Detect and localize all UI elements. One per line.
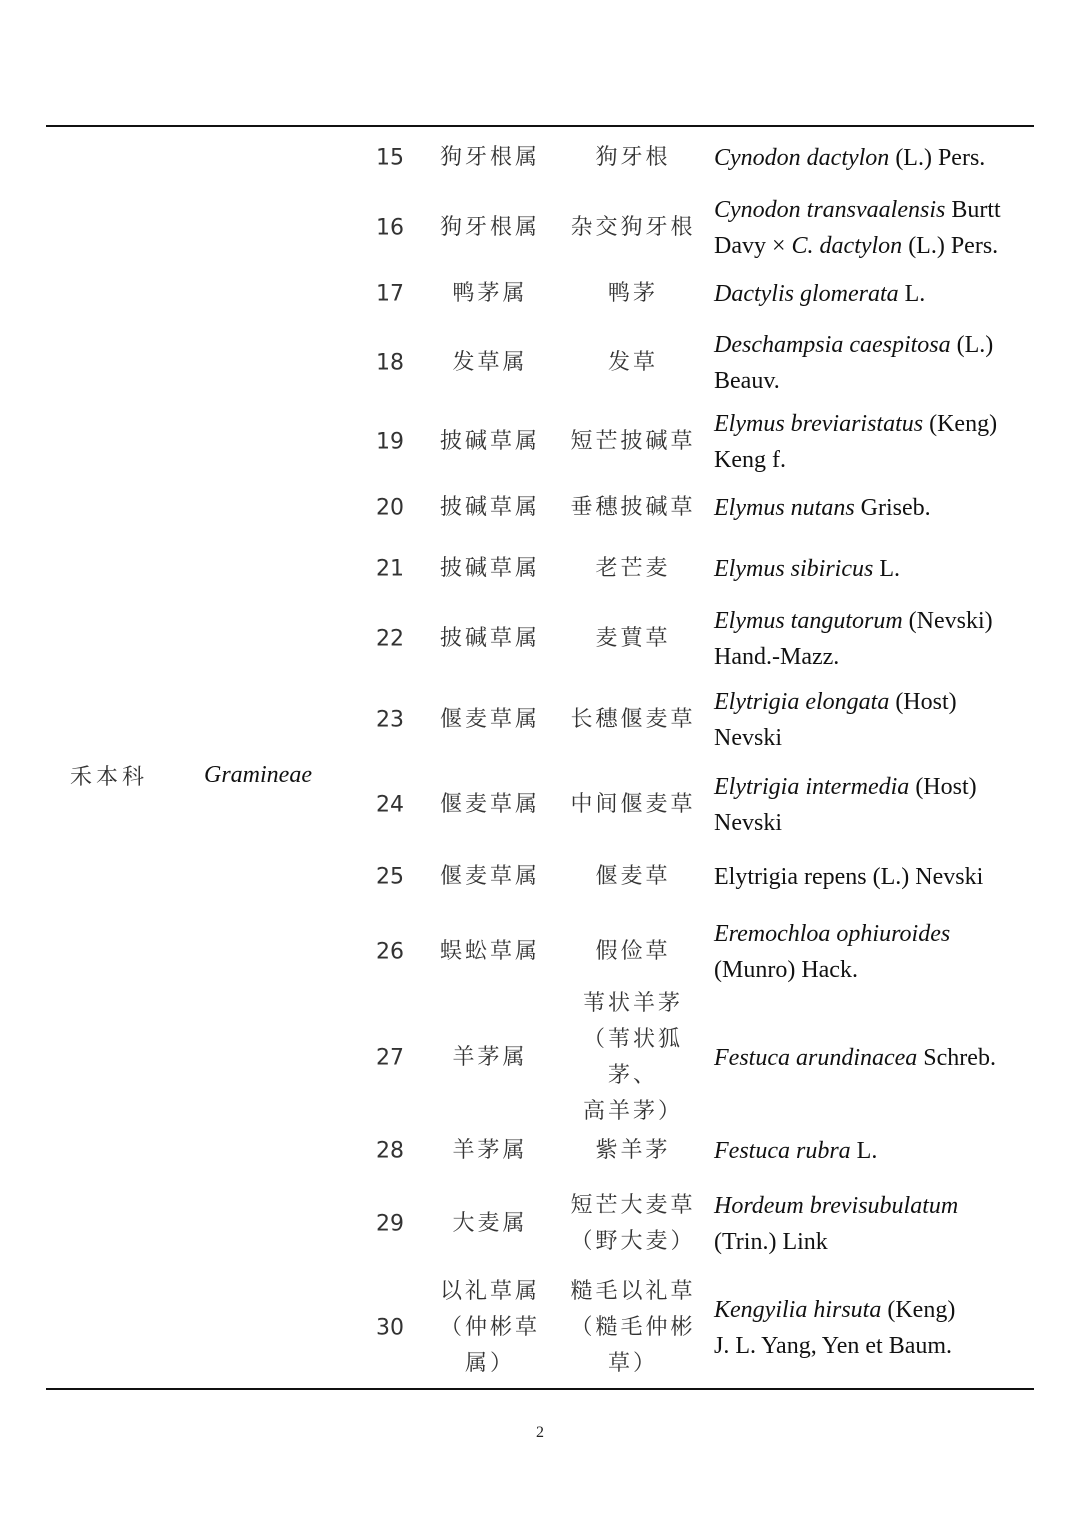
table-bottom-rule (46, 1388, 1034, 1390)
scientific-name-line (714, 805, 1029, 841)
scientific-name-italic: Elymus tangutorum (714, 608, 903, 634)
species-chinese-name (560, 345, 706, 381)
scientific-name-italic: Festuca rubra (714, 1138, 851, 1164)
species-chinese-name (560, 934, 706, 970)
scientific-name-author: (Munro) Hack. (714, 957, 858, 983)
scientific-name (714, 1133, 1029, 1169)
genus-chinese-name (425, 210, 555, 246)
scientific-name-line (714, 639, 1029, 675)
species-line: 假俭草 (595, 939, 671, 964)
scientific-name-italic: C. dactylon (791, 233, 903, 259)
species-line: 紫羊茅 (595, 1138, 671, 1163)
row-number: 27 (376, 1045, 404, 1071)
genus-line: 偃麦草属 (439, 707, 540, 732)
row-number: 22 (376, 626, 404, 652)
scientific-name-line (714, 363, 1029, 399)
scientific-name (714, 192, 1029, 264)
scientific-name-italic: Elymus breviaristatus (714, 411, 924, 437)
row-number: 30 (376, 1315, 404, 1341)
scientific-name (714, 859, 1029, 895)
row-number: 29 (376, 1211, 404, 1237)
species-line: 草） (607, 1351, 658, 1376)
genus-chinese-name (425, 424, 555, 460)
genus-line: 狗牙根属 (439, 215, 540, 240)
scientific-name (714, 769, 1029, 841)
scientific-name-italic: Dactylis glomerata (714, 281, 899, 307)
scientific-name-line (714, 192, 1029, 228)
species-chinese-name (560, 551, 706, 587)
page-number: 2 (536, 1424, 544, 1441)
scientific-name-line (714, 1292, 1029, 1328)
genus-chinese-name (425, 621, 555, 657)
row-number: 24 (376, 792, 404, 818)
row-number: 26 (376, 939, 404, 965)
scientific-name (714, 276, 1029, 312)
genus-chinese-name (425, 276, 555, 312)
species-line: 长穗偃麦草 (570, 707, 696, 732)
species-chinese-name (560, 490, 706, 526)
species-line: （糙毛仲彬 (570, 1315, 696, 1340)
scientific-name (714, 1040, 1029, 1076)
genus-line: 偃麦草属 (439, 864, 540, 889)
species-line: 糙毛以礼草 (570, 1279, 696, 1304)
scientific-name-italic: Elymus nutans (714, 495, 855, 521)
row-number: 19 (376, 429, 404, 455)
scientific-name-italic: Cynodon dactylon (714, 145, 890, 171)
genus-chinese-name (425, 787, 555, 823)
row-number: 21 (376, 556, 404, 582)
species-chinese-name (560, 787, 706, 823)
scientific-name-author: (L.) (950, 332, 994, 358)
species-chinese-name (560, 986, 706, 1130)
scientific-name-line (714, 1224, 1029, 1260)
scientific-name-line (714, 327, 1029, 363)
scientific-name-author: (Keng) (881, 1297, 956, 1323)
scientific-name-line (714, 916, 1029, 952)
genus-line: 蜈蚣草属 (439, 939, 540, 964)
species-chinese-name (560, 1133, 706, 1169)
scientific-name-line (714, 684, 1029, 720)
row-number: 18 (376, 350, 404, 376)
row-number: 15 (376, 145, 404, 171)
scientific-name-line (714, 720, 1029, 756)
scientific-name-italic: Festuca arundinacea (714, 1045, 918, 1071)
species-chinese-name (560, 859, 706, 895)
scientific-name (714, 1292, 1029, 1364)
row-number: 28 (376, 1138, 404, 1164)
scientific-name-author: Hand.-Mazz. (714, 644, 840, 670)
scientific-name-line (714, 859, 1029, 895)
scientific-name-italic: Kengyilia hirsuta (714, 1297, 882, 1323)
species-chinese-name (560, 1274, 706, 1382)
scientific-name-line (714, 551, 1029, 587)
scientific-name-author: Griseb. (854, 495, 931, 521)
genus-line: 狗牙根属 (439, 145, 540, 170)
scientific-name-line (714, 442, 1029, 478)
scientific-name (714, 1188, 1029, 1260)
scientific-name-author: L. (873, 556, 900, 582)
genus-chinese-name (425, 702, 555, 738)
scientific-name-author: Burtt (945, 197, 1001, 223)
species-line: 中间偃麦草 (570, 792, 696, 817)
scientific-name-author: (Keng) (923, 411, 998, 437)
scientific-name-line (714, 1040, 1029, 1076)
species-chinese-name (560, 424, 706, 460)
row-number: 25 (376, 864, 404, 890)
scientific-name-author: Beauv. (714, 368, 780, 394)
genus-line: （仲彬草属） (439, 1315, 540, 1376)
scientific-name-author: Nevski (714, 810, 782, 836)
genus-line: 偃麦草属 (439, 792, 540, 817)
scientific-name-line (714, 276, 1029, 312)
scientific-name-author: (Host) (909, 774, 977, 800)
species-chinese-name (560, 621, 706, 657)
genus-line: 披碱草属 (439, 429, 540, 454)
scientific-name-italic: Hordeum brevisubulatum (714, 1193, 959, 1219)
scientific-name-italic: Elytrigia intermedia (714, 774, 910, 800)
genus-line: 披碱草属 (439, 556, 540, 581)
species-chinese-name (560, 210, 706, 246)
scientific-name-author: L. (850, 1138, 878, 1164)
scientific-name-author: (Trin.) Link (714, 1229, 828, 1255)
scientific-name-author: J. L. Yang, Yen et Baum. (714, 1333, 953, 1359)
row-number: 17 (376, 281, 404, 307)
genus-chinese-name (425, 1274, 555, 1382)
row-number: 16 (376, 215, 404, 241)
species-line: 偃麦草 (595, 864, 671, 889)
species-line: 短芒大麦草 (570, 1193, 696, 1218)
genus-chinese-name (425, 490, 555, 526)
genus-line: 披碱草属 (439, 626, 540, 651)
scientific-name-author: (L.) Pers. (889, 145, 986, 171)
species-line: 垂穗披碱草 (570, 495, 696, 520)
scientific-name (714, 406, 1029, 478)
scientific-name-italic: Deschampsia caespitosa (714, 332, 951, 358)
scientific-name-author: Schreb. (917, 1045, 996, 1071)
scientific-name (714, 490, 1029, 526)
scientific-name-author: Davy × (714, 233, 792, 259)
scientific-name-italic: Eremochloa ophiuroides (714, 921, 951, 947)
scientific-name-line (714, 406, 1029, 442)
scientific-name-author: Keng f. (714, 447, 786, 473)
scientific-name-line (714, 228, 1029, 264)
genus-chinese-name (425, 1040, 555, 1076)
species-chinese-name (560, 276, 706, 312)
species-line: 麦蕒草 (595, 626, 671, 651)
scientific-name-line (714, 490, 1029, 526)
scientific-name (714, 327, 1029, 399)
scientific-name (714, 140, 1029, 176)
genus-chinese-name (425, 551, 555, 587)
genus-chinese-name (425, 140, 555, 176)
species-line: 苇状羊茅 (582, 991, 683, 1016)
genus-line: 披碱草属 (439, 495, 540, 520)
scientific-name-author: (Nevski) (902, 608, 993, 634)
scientific-name-line (714, 603, 1029, 639)
row-number: 20 (376, 495, 404, 521)
scientific-name (714, 916, 1029, 988)
genus-chinese-name (425, 859, 555, 895)
species-line: （苇状狐茅、 (582, 1027, 683, 1088)
species-line: 老芒麦 (595, 556, 671, 581)
family-chinese-name: 禾本科 (70, 765, 149, 790)
scientific-name-italic: Cynodon transvaalensis (714, 197, 946, 223)
table-top-rule (46, 125, 1034, 127)
scientific-name-italic: Elymus sibiricus (714, 556, 874, 582)
species-line: 高羊茅） (582, 1099, 683, 1124)
scientific-name-line (714, 769, 1029, 805)
genus-line: 羊茅属 (452, 1138, 528, 1163)
genus-chinese-name (425, 1133, 555, 1169)
scientific-name (714, 603, 1029, 675)
genus-line: 鸭茅属 (452, 281, 528, 306)
genus-chinese-name (425, 1206, 555, 1242)
genus-line: 大麦属 (452, 1211, 528, 1236)
scientific-name-line (714, 140, 1029, 176)
species-line: 短芒披碱草 (570, 429, 696, 454)
row-number: 23 (376, 707, 404, 733)
scientific-name-author: L. (898, 281, 926, 307)
species-line: 鸭茅 (607, 281, 658, 306)
species-line: 发草 (607, 350, 658, 375)
genus-chinese-name (425, 934, 555, 970)
species-chinese-name (560, 702, 706, 738)
scientific-name-line (714, 952, 1029, 988)
family-latin-name: Gramineae (204, 762, 312, 788)
scientific-name (714, 684, 1029, 756)
scientific-name-line (714, 1328, 1029, 1364)
species-chinese-name (560, 1188, 706, 1260)
species-line: （野大麦） (570, 1229, 696, 1254)
scientific-name-author: Nevski (714, 725, 782, 751)
species-line: 狗牙根 (595, 145, 671, 170)
genus-line: 以礼草属 (439, 1279, 540, 1304)
genus-chinese-name (425, 345, 555, 381)
species-line: 杂交狗牙根 (570, 215, 696, 240)
scientific-name-italic: Elytrigia elongata (714, 689, 890, 715)
genus-line: 发草属 (452, 350, 528, 375)
species-chinese-name (560, 140, 706, 176)
scientific-name-author: Elytrigia repens (L.) Nevski (714, 864, 984, 890)
genus-line: 羊茅属 (452, 1045, 528, 1070)
scientific-name-author: (Host) (889, 689, 957, 715)
scientific-name-author: (L.) Pers. (902, 233, 999, 259)
scientific-name-line (714, 1133, 1029, 1169)
scientific-name-line (714, 1188, 1029, 1224)
scientific-name (714, 551, 1029, 587)
